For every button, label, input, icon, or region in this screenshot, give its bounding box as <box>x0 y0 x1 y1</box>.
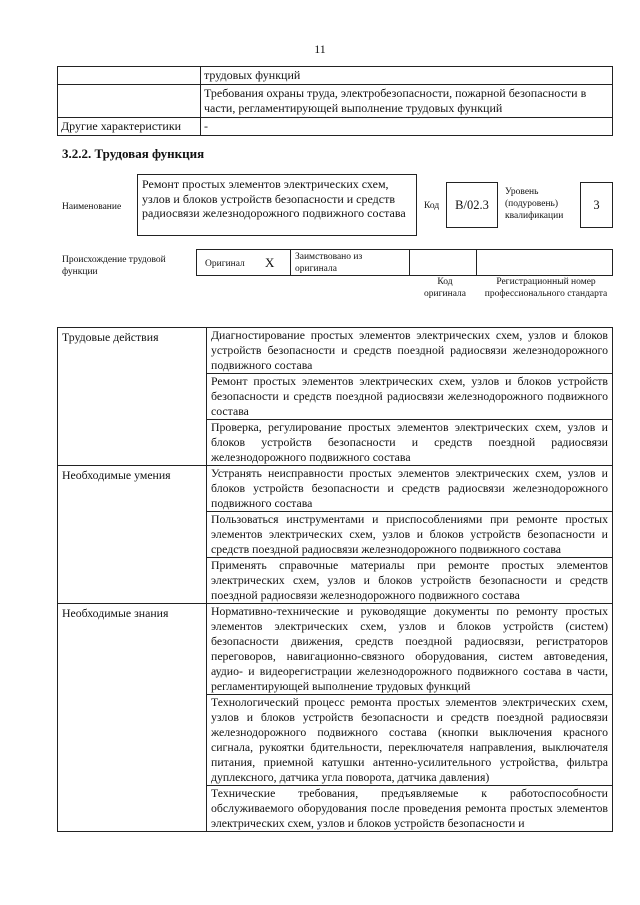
table-row <box>58 466 613 512</box>
category-cell: Трудовые действия <box>58 328 207 466</box>
original-mark: X <box>265 255 275 270</box>
item-cell: Применять справочные материалы при ремонте простых элементов электрических схем, узлов и блоков устройств безопасности и средств поездной радиосвязи железнодорожного подвижного состава <box>207 558 613 604</box>
registration-number-caption: Регистрационный номер профессионального стандарта <box>484 277 608 299</box>
category-cell: Необходимые знания <box>58 604 207 832</box>
function-name-box: Ремонт простых элементов электрических схем, узлов и блоков устройств безопасности и средств радиосвязи железнодорожного подвижного состава <box>137 174 417 236</box>
registration-number-box <box>476 249 613 276</box>
item-cell: Технические требования, предъявляемые к работоспособности обслуживаемого оборудования после проведения ремонта простых элементов электрических схем, узлов и блоков устройств безопасности и <box>207 786 613 832</box>
qualification-level-label: Уровень (подуровень) квалификации <box>505 187 564 221</box>
item-cell: Пользоваться инструментами и приспособлениями при ремонте простых элементов электрических схем, узлов и блоков устройств безопасности и средств поездной радиосвязи железнодорожного подвижного состава <box>207 512 613 558</box>
item-cell: Технологический процесс ремонта простых элементов электрических схем, узлов и блоков устройств безопасности и средств поездной радиосвязи железнодорожного подвижного состава (кнопки выключения красного сигнала, рукоятки бдительности, переключателя направления, выключателя питания, приемной катушки антенно-усилительного устройства, фильтра дуплексного, датчика угла поворота, датчика давления) <box>207 695 613 786</box>
category-cell: Необходимые умения <box>58 466 207 604</box>
borrowed-box: Заимствовано из оригинала <box>290 249 410 276</box>
original-label: Оригинал <box>205 259 245 269</box>
function-code-box: B/02.3 <box>446 182 498 228</box>
name-label: Наименование <box>62 202 122 212</box>
table-cell <box>58 67 201 85</box>
table-row <box>58 118 613 136</box>
table-row <box>58 328 613 374</box>
qualification-level-box: 3 <box>580 182 613 228</box>
table-row <box>58 85 613 118</box>
page-number: 11 <box>314 42 326 56</box>
item-cell: Нормативно-технические и руководящие документы по ремонту простых элементов электрических схем, узлов и блоков устройств (систем) безопасности движения, средств поездной радиосвязи, регистраторов переговоров, навигационно-связного оборудования, систем автоведения, аудио- и видеорегистрации железнодорожного подвижного состава в части, регламентирующей выполнение трудовых функций <box>207 604 613 695</box>
continuation-table <box>57 66 613 136</box>
other-characteristics-value: - <box>201 118 613 136</box>
table-cell: трудовых функций <box>201 67 613 85</box>
item-cell: Ремонт простых элементов электрических схем, узлов и блоков устройств безопасности и средств поездной радиосвязи железнодорожного подвижного состава <box>207 374 613 420</box>
table-cell <box>58 85 201 118</box>
section-title: 3.2.2. Трудовая функция <box>62 146 205 161</box>
original-box <box>196 249 291 276</box>
original-code-box <box>409 249 477 276</box>
original-code-caption: Код оригинала <box>424 277 466 299</box>
table-cell: Требования охраны труда, электробезопасности, пожарной безопасности в части, регламентирующей выполнение трудовых функций <box>201 85 613 118</box>
work-function-table <box>57 327 613 832</box>
code-label: Код <box>424 201 440 211</box>
item-cell: Диагностирование простых элементов электрических схем, узлов и блоков устройств безопасности и средств поездной радиосвязи железнодорожного подвижного состава <box>207 328 613 374</box>
table-row <box>58 67 613 85</box>
table-row <box>58 604 613 695</box>
other-characteristics-label: Другие характеристики <box>58 118 201 136</box>
item-cell: Устранять неисправности простых элементов электрических схем, узлов и блоков устройств безопасности и средств радиосвязи железнодорожного подвижного состава <box>207 466 613 512</box>
item-cell: Проверка, регулирование простых элементов электрических схем, узлов и блоков устройств безопасности и средств поездной радиосвязи железнодорожного подвижного состава <box>207 420 613 466</box>
origin-label: Происхождение трудовой функции <box>62 255 166 277</box>
